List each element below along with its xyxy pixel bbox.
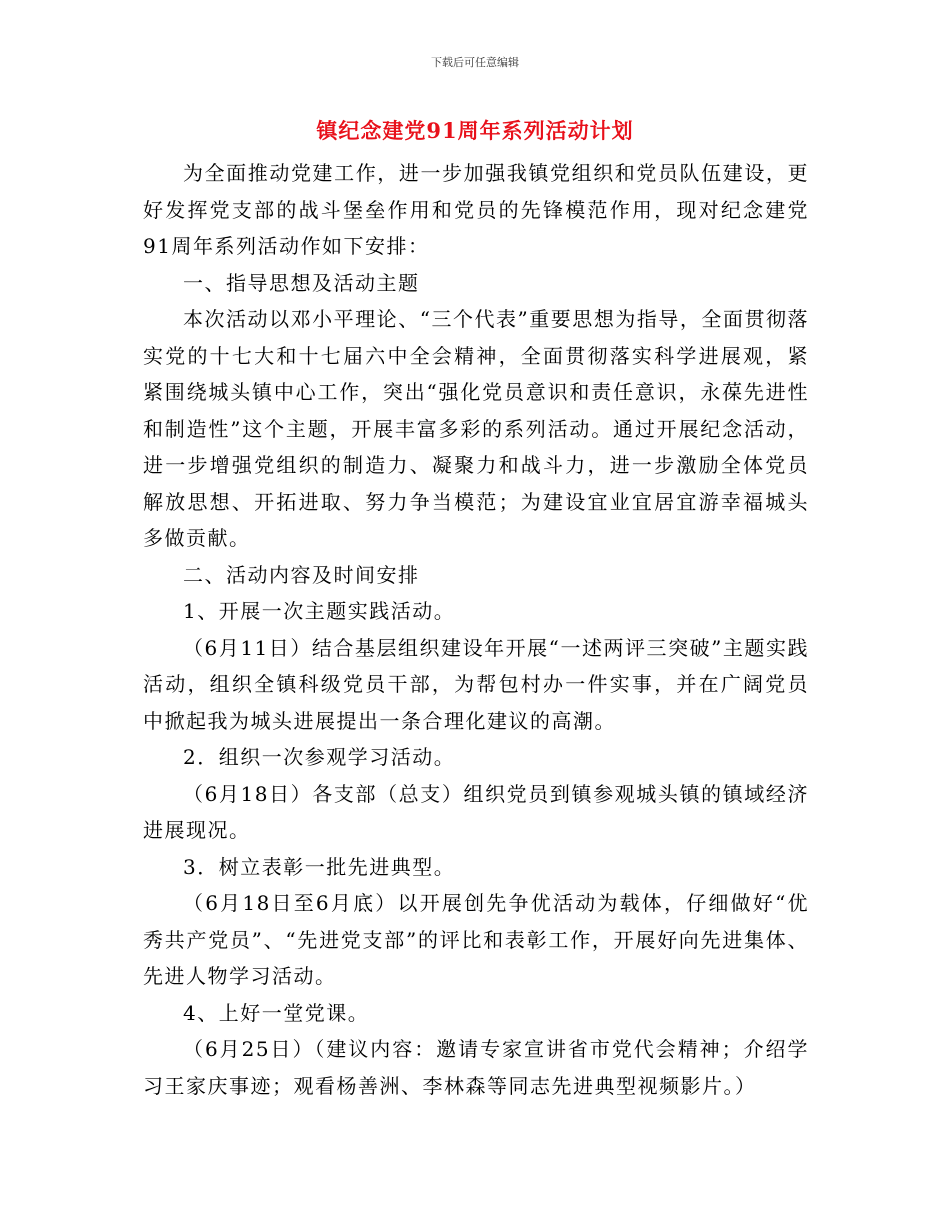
guiding-ideology-paragraph: 本次活动以邓小平理论、“三个代表”重要思想为指导，全面贯彻落实党的十七大和十七届六中全会精神，全面贯彻落实科学进展观，紧紧围绕城头镇中心工作，突出“强化党员意识和责任意识，永葆先进性和制造性”这个主题，开展丰富多彩的系列活动。通过开展纪念活动，进一步增强党组织的制造力、凝聚力和战斗力，进一步激励全体党员解放思想、开拓进取、努力争当模范；为建设宜业宜居宜游幸福城头多做贡献。 — [143, 307, 809, 550]
activity-4-heading: 4、上好一堂党课。 — [183, 1000, 370, 1025]
activity-4-detail: （6月25日）（建议内容：邀请专家宣讲省市党代会精神；介绍学习王家庆事迹；观看杨善洲、李林森等同志先进典型视频影片。） — [143, 1037, 809, 1098]
document-title: 镇纪念建党91周年系列活动计划 — [316, 118, 634, 143]
intro-paragraph: 为全面推动党建工作，进一步加强我镇党组织和党员队伍建设，更好发挥党支部的战斗堡垒作用和党员的先锋模范作用，现对纪念建党91周年系列活动作如下安排： — [143, 161, 809, 258]
activity-3-detail: （6月18日至6月底）以开展创先争优活动为载体，仔细做好“优秀共产党员”、“先进党支部”的评比和表彰工作，开展好向先进集体、先进人物学习活动。 — [143, 891, 809, 988]
section-heading-guiding-ideology: 一、指导思想及活动主题 — [183, 270, 420, 295]
activity-1-detail: （6月11日）结合基层组织建设年开展“一述两评三突破”主题实践活动，组织全镇科级党员干部，为帮包村办一件实事，并在广阔党员中掀起我为城头进展提出一条合理化建议的高潮。 — [143, 635, 809, 733]
document-body — [143, 155, 809, 1104]
header-note: 下载后可任意编辑 — [431, 56, 519, 69]
activity-1-heading: 1、开展一次主题实践活动。 — [183, 599, 456, 623]
section-heading-activities: 二、活动内容及时间安排 — [183, 562, 420, 587]
activity-2-detail: （6月18日）各支部（总支）组织党员到镇参观城头镇的镇域经济进展现况。 — [143, 781, 809, 842]
activity-3-heading: 3．树立表彰一批先进典型。 — [183, 854, 456, 879]
activity-2-heading: 2．组织一次参观学习活动。 — [183, 745, 456, 769]
